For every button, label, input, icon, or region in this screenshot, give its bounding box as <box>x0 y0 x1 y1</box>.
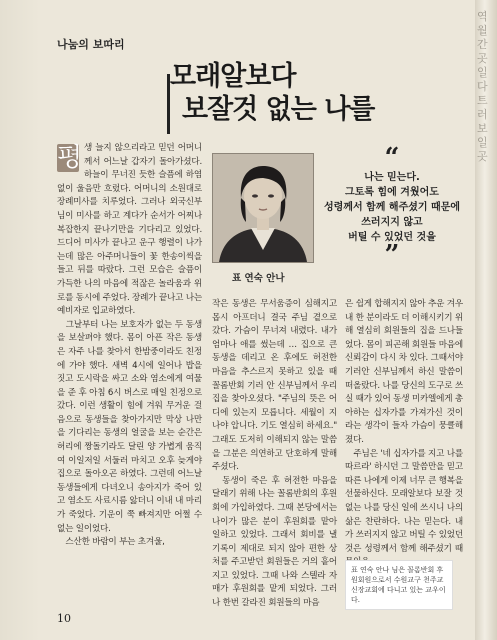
column-2-text <box>212 298 337 611</box>
pull-quote-line: 성령께서 함께 해주셨기 때문에 <box>323 202 461 213</box>
paragraph: 동생이 죽은 후 허전한 마음을 달래기 위해 나는 꼴롬반회의 후원회에 가입하였다. 그때 본당에서는 나이가 많은 분이 후원회를 맡아 일하고 있었다. 그래서 회비를 낼 기록이 제대로 되지 않아 편한 상처를 주고받던 회원들은 거의 흩어지고 있었다. 그때 나와 스텔라 자매가 후원회를 맡게 되었다. 그러나 한번 갈라진 회원들의 마음 <box>212 475 337 609</box>
paragraph: 작은 동생은 무서움증이 심해지고 몹시 아프더니 결국 주님 곁으로 갔다. 가슴이 무너져 내렸다. 내가 엄마나 애를 썼는데 … 집으로 큰동생을 데리고 온 후에도 허전한 마음을 추스르지 못하고 있을 때 꼴롬반회 기러 안 신부님께서 우리 집을 찾아오셨다. "주님의 뜻은 어디에 있는지 모릅니다. 세월이 지나야 압니다. 기도 열심히 하세요." 그래도 도저히 이해되지 않는 말씀을 그분은 의연하고 단호하게 말해 주셨다. <box>212 299 337 473</box>
body-column-3 <box>345 298 463 570</box>
drop-cap: 평 <box>57 143 82 173</box>
page-gutter <box>475 0 497 640</box>
paragraph: 은 쉽게 합해지지 않아 추운 겨우내 한 분이라도 더 이해시키기 위해 열심히 회원들의 집을 드나들었다. 몸이 피곤해 회원들 마음에 신뢰감이 다시 차 있다. 그때서야 기러안 신부님께서 하신 말씀이 떠올랐다. 나를 당신의 도구로 쓰실 때가 있어 동생 미카엘에게 총아하는 십자가를 가져가신 것이라는 생각이 들자 가슴이 뭉클해 졌다. <box>345 299 463 445</box>
pull-quote-line: 그토록 힘에 겨웠어도 <box>345 187 439 198</box>
author-note: 표 연숙 안나 님은 꼴롬반회 후원회원으로서 수원교구 천주교 신장교회에 다니고 있는 교우이다. <box>345 560 453 610</box>
quote-close-mark: ” <box>384 240 400 270</box>
paragraph: 주님은 '네 십자가를 지고 나를 따르라' 하시던 그 말씀만을 믿고 따른 나에게 이제 너무 큰 행복을 선물하신다. 모래알보다 보잘 것 없는 나를 당신 일에 쓰시니 나의 삶은 찬란하다. 나는 믿는다. 내가 쓰러지지 않고 버틸 수 있었던 것은 성령께서 함께 해주셨기 때 <box>345 448 463 554</box>
paragraph: 스산한 바람이 부는 초겨울, <box>57 537 165 548</box>
column-1-text <box>57 142 202 550</box>
title-line-2: 보잘것 없는 나를 <box>182 94 375 125</box>
pull-quote-text <box>322 170 462 245</box>
paragraph: 생 늘지 않으리라고 믿던 어머니께서 어느날 갑자기 돌아가셨다. 하늘이 무너진 듯한 슬픔에 하염없이 울음만 흐렀다. 어머니의 소원대로 장례미사를 치루었다. 그러나 외국신부님이 미사를 하고 계다가 순서가 어찌나 복잡한지 끝나기만을 기다리고 있었다. 드디어 미사가 끝나고 운구 행렬이 나가는데 많은 아주머니들이 꽃 한송이씩을 들고 뒤를 따랐다. 그런 모습은 슬픔이 가득한 나의 마음에 적잖은 놀라움과 위로를 동시에 주었다. 장례가 끝나고 나는 예비자로 입교하였다. <box>57 143 202 317</box>
portrait-image <box>213 154 313 262</box>
article-title <box>170 60 374 126</box>
bleed-through-text: 역 월간 곳 일다 트러 보일 곳 <box>477 10 488 163</box>
body-column-2 <box>212 298 337 611</box>
pull-quote-line: 나는 믿는다. <box>364 172 420 183</box>
quote-open-mark: “ <box>384 143 400 173</box>
pull-quote-line: 버틸 수 있었던 것을 <box>348 232 436 243</box>
title-line-1: 모래알보다 <box>170 61 296 92</box>
photo-caption: 표 연숙 안나 <box>232 273 285 284</box>
author-photo <box>212 153 314 263</box>
body-column-1 <box>57 142 202 550</box>
paragraph: 그날부터 나는 보호자가 없는 두 동생을 보살펴야 했다. 몸이 아픈 작은 동생은 자주 나를 찾아서 한밤중이라도 친정에 가야 했다. 새벽 4시에 일어나 밥을 짓고 도시락을 싸고 소와 염소에게 여물을 준 후 아침 6시 버스로 매일 친정으로 갔다. 이런 생활이 힘에 겨워 무거운 걸음으로 동생들을 찾아가지만 막상 나만을 기다리는 동생의 얼굴을 보는 순간은 허리에 짱돌기라도 달린 양 가볍게 움직여 이일저일 서둘러 마치고 오후 늦게야 집으로 돌아오곤 하였다. 그런데 어느날 동생들에게 다녀오니 송아지가 죽어 있고 염소도 사료시름 앓더니 이내 내 마리가 죽었다. 기운이 쭉 빠져지만 어쩔 수 없는 일이었다. <box>57 319 202 534</box>
page-number: 10 <box>57 612 71 625</box>
page-shadow <box>0 0 40 640</box>
column-label: 나눔의 보따리 <box>57 38 125 51</box>
pull-quote <box>322 143 462 270</box>
column-3-text <box>345 298 463 570</box>
pull-quote-line: 쓰러지지 않고 <box>361 217 423 228</box>
